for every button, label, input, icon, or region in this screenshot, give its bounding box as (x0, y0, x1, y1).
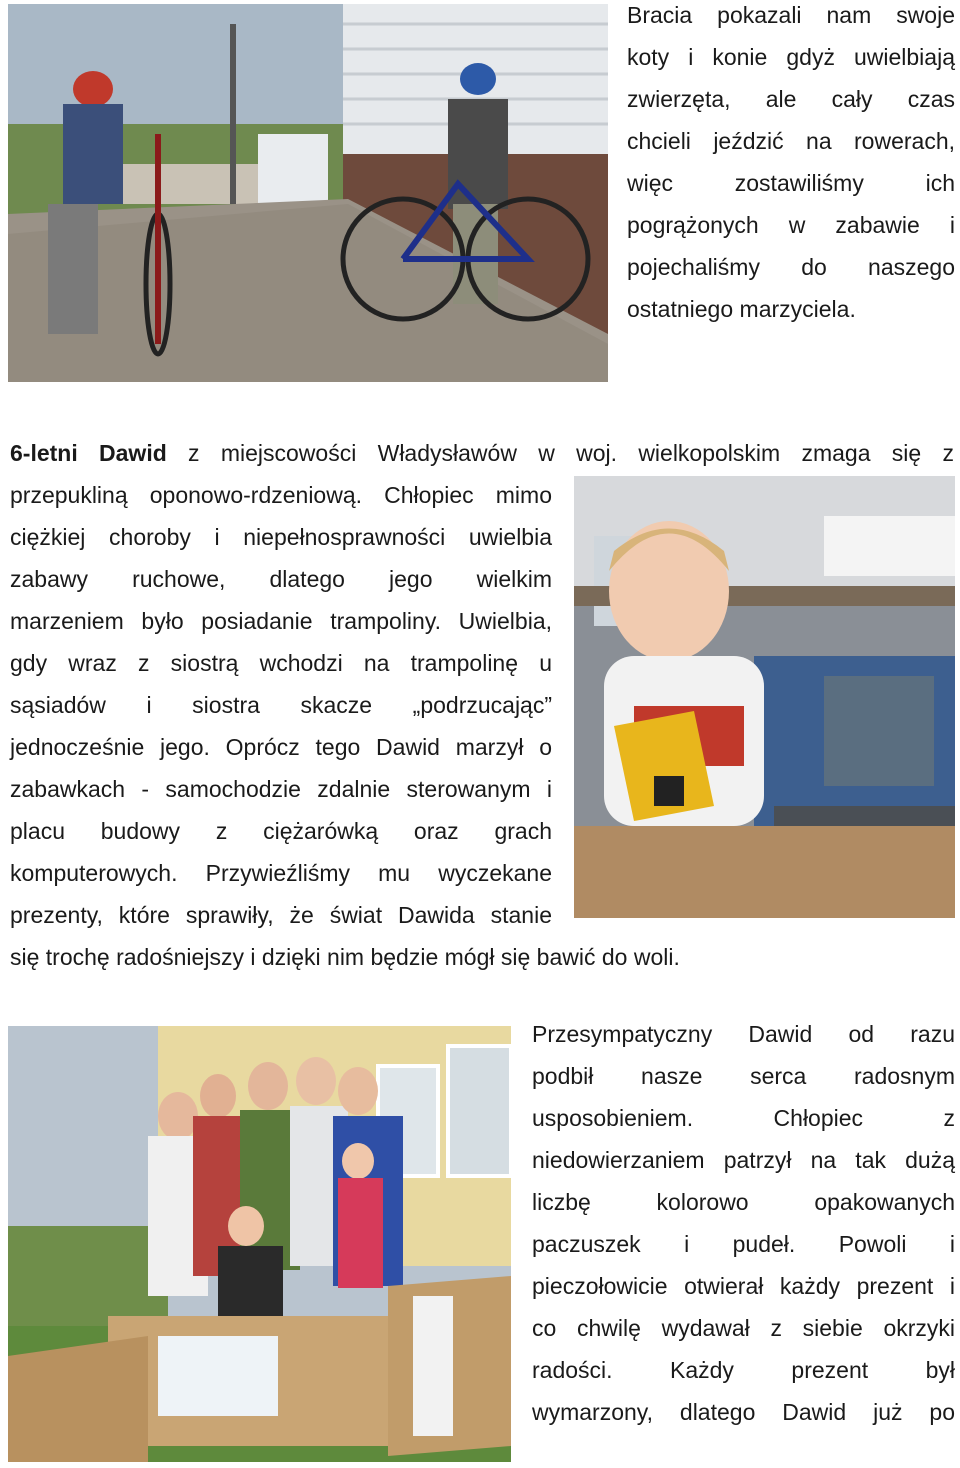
text-line: komputerowych. Przywieźliśmy mu wyczekane (10, 860, 552, 886)
text-line: prezenty, które sprawiły, że świat Dawida stanie (10, 902, 552, 928)
text-line: zwierzęta, ale cały czas (627, 86, 955, 112)
photo-group-with-gift-boxes (8, 1026, 511, 1462)
text-line: liczbę kolorowo opakowanych (532, 1189, 955, 1215)
text-line: koty i konie gdyż uwielbiają (627, 44, 955, 70)
text-line: sąsiadów i siostra skacze „podrzucając” (10, 692, 552, 718)
text-line: pojechaliśmy do naszego (627, 254, 955, 280)
text-line: się trochę radośniejszy i dzięki nim będzie mógł się bawić do woli. (10, 944, 680, 970)
text-line: niedowierzaniem patrzył na tak dużą (532, 1147, 955, 1173)
text-line: chcieli jeździć na rowerach, (627, 128, 955, 154)
photo-boys-with-bicycles (8, 4, 608, 382)
text-line: z miejscowości Władysławów w woj. wielkopolskim zmaga się z (166, 440, 954, 466)
photo-boy-with-toy-truck (574, 476, 955, 918)
text-line: ciężkiej choroby i niepełnosprawności uwielbia (10, 524, 552, 550)
text-line: pogrążonych w zabawie i (627, 212, 955, 238)
paragraph-dawid-intro (10, 432, 954, 474)
text-line: Przesympatyczny Dawid od razu (532, 1021, 955, 1047)
paragraph-dawid-body (10, 474, 552, 936)
text-line: gdy wraz z siostrą wchodzi na trampolinę u (10, 650, 552, 676)
text-line: co chwilę wydawał z siebie okrzyki (532, 1315, 955, 1341)
paragraph-dawid-end (10, 936, 954, 978)
paragraph-gifts (532, 1013, 955, 1433)
text-line: ostatniego marzyciela. (627, 296, 856, 322)
text-line: podbił nasze serca radosnym (532, 1063, 955, 1089)
text-line: radości. Każdy prezent był (532, 1357, 955, 1383)
text-line: jednocześnie jego. Oprócz tego Dawid marzył o (10, 734, 552, 760)
text-line: placu budowy z ciężarówką oraz grach (10, 818, 552, 844)
paragraph-brothers (627, 0, 955, 330)
text-line: więc zostawiliśmy ich (627, 170, 955, 196)
text-line: marzeniem było posiadanie trampoliny. Uwielbia, (10, 608, 552, 634)
text-line: Bracia pokazali nam swoje (627, 2, 955, 28)
text-line: przepukliną oponowo-rdzeniową. Chłopiec mimo (10, 482, 552, 508)
text-line: wymarzony, dlatego Dawid już po (532, 1399, 955, 1425)
text-line: usposobieniem. Chłopiec z (532, 1105, 955, 1131)
text-line: zabawkach - samochodzie zdalnie sterowanym i (10, 776, 552, 802)
text-line: pieczołowicie otwierał każdy prezent i (532, 1273, 955, 1299)
text-line: zabawy ruchowe, dlatego jego wielkim (10, 566, 552, 592)
text-line: paczuszek i pudeł. Powoli i (532, 1231, 955, 1257)
child-name: 6-letni Dawid (10, 440, 167, 466)
